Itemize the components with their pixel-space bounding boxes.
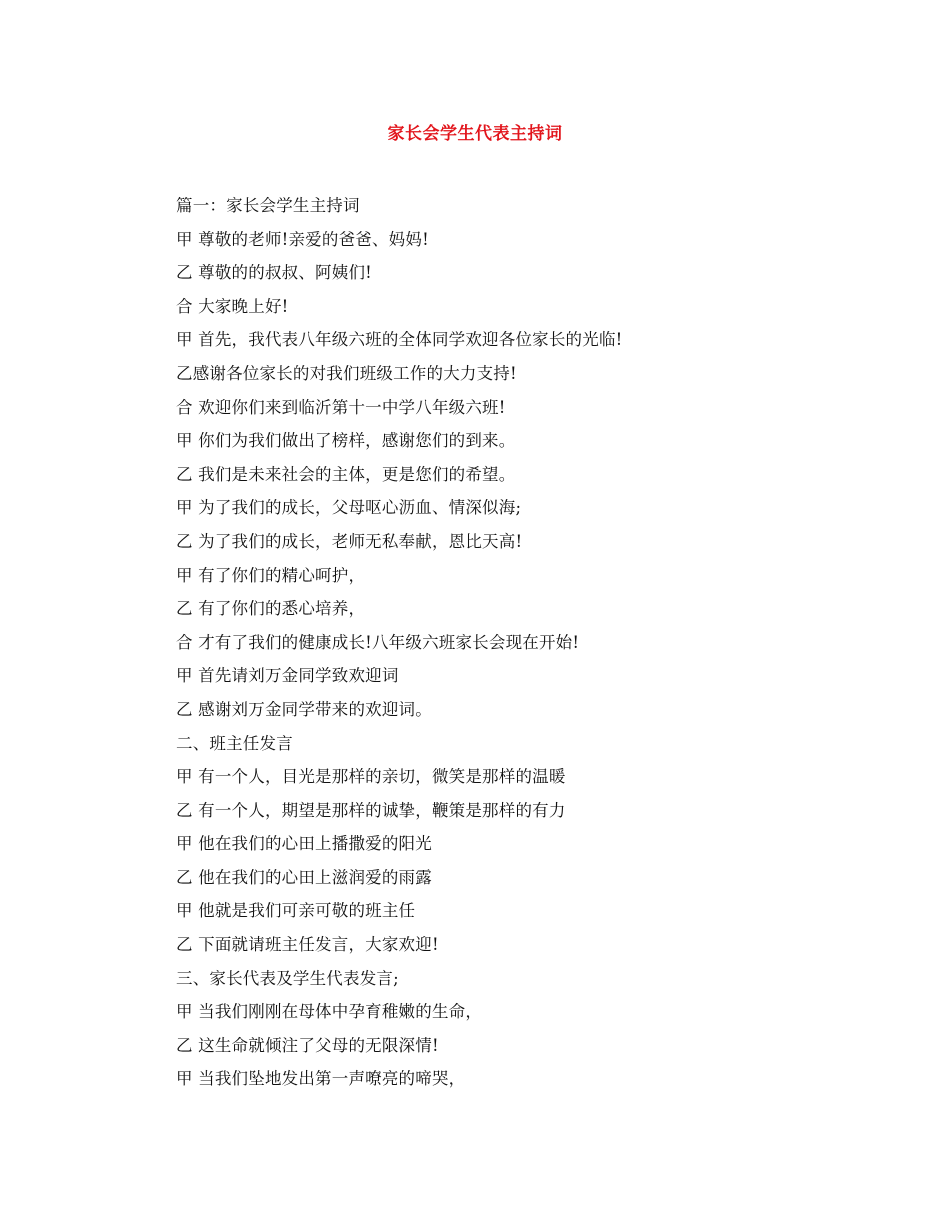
text-line: 篇一：家长会学生主持词 <box>176 196 360 215</box>
section-heading: 二、班主任发言 <box>176 733 293 753</box>
text-line: 甲 有一个人，目光是那样的亲切，微笑是那样的温暖 <box>176 767 566 787</box>
text-line: 合 才有了我们的健康成长!八年级六班家长会现在开始! <box>176 632 580 652</box>
text-line: 乙 下面就请班主任发言，大家欢迎! <box>176 935 439 955</box>
text-line: 乙 尊敬的的叔叔、阿姨们! <box>176 263 372 283</box>
section-heading: 三、家长代表及学生代表发言; <box>176 968 399 988</box>
text-line: 乙 这生命就倾注了父母的无限深情! <box>176 1035 439 1055</box>
text-line: 甲 尊敬的老师!亲爱的爸爸、妈妈! <box>176 229 429 249</box>
text-line: 甲 当我们坠地发出第一声嘹亮的啼哭， <box>176 1069 466 1089</box>
document-title: 家长会学生代表主持词 <box>387 124 563 144</box>
text-line: 甲 有了你们的精心呵护， <box>176 565 366 585</box>
text-line: 甲 当我们刚刚在母体中孕育稚嫩的生命， <box>176 1002 483 1022</box>
text-line: 合 欢迎你们来到临沂第十一中学八年级六班! <box>176 397 506 417</box>
text-line: 乙 有了你们的悉心培养， <box>176 599 366 619</box>
text-line: 甲 他就是我们可亲可敬的班主任 <box>176 901 416 921</box>
text-line: 乙 他在我们的心田上滋润爱的雨露 <box>176 867 432 887</box>
text-line: 乙 有一个人，期望是那样的诚挚，鞭策是那样的有力 <box>176 800 566 820</box>
text-line: 甲 你们为我们做出了榜样，感谢您们的到来。 <box>176 431 516 451</box>
text-line: 乙感谢各位家长的对我们班级工作的大力支持! <box>176 363 517 383</box>
text-line: 乙 为了我们的成长，老师无私奉献，恩比天高! <box>176 531 523 551</box>
text-line: 甲 首先请刘万金同学致欢迎词 <box>176 666 399 686</box>
text-line: 甲 他在我们的心田上播撒爱的阳光 <box>176 834 432 854</box>
text-line: 乙 我们是未来社会的主体，更是您们的希望。 <box>176 464 516 484</box>
document-body <box>176 193 796 1100</box>
text-line: 合 大家晚上好! <box>176 296 289 316</box>
text-line: 甲 为了我们的成长，父母呕心沥血、情深似海; <box>176 498 522 518</box>
text-line: 甲 首先，我代表八年级六班的全体同学欢迎各位家长的光临! <box>176 330 623 350</box>
text-line: 乙 感谢刘万金同学带来的欢迎词。 <box>176 699 432 719</box>
